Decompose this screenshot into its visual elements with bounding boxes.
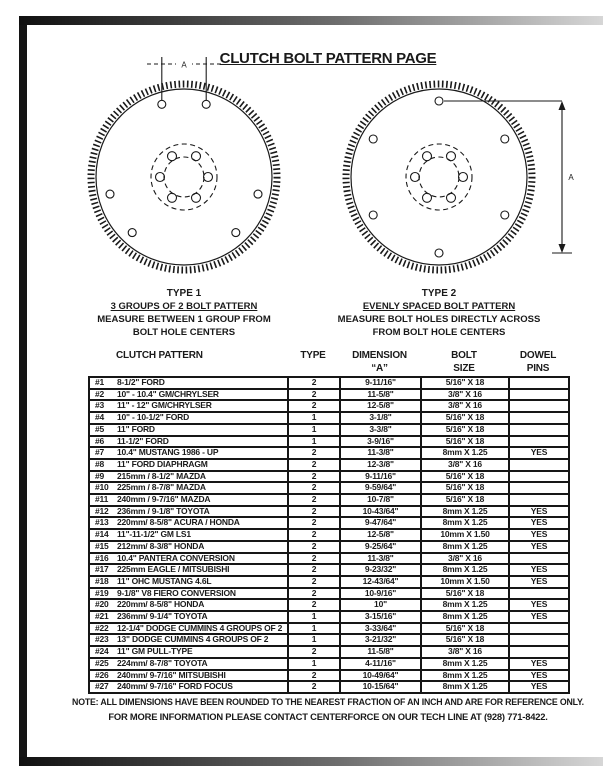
cell-bolt-size: 8mm X 1.25 [421,599,509,611]
cell-dowel-pins [509,389,569,401]
cell-clutch-pattern [89,670,288,682]
cell-bolt-size: 8mm X 1.25 [421,506,509,518]
cell-dowel-pins [509,634,569,646]
pattern-name: 9-1/8" V8 FIERO CONVERSION [117,587,236,598]
cell-dowel-pins [509,553,569,565]
cell-bolt-size: 8mm X 1.25 [421,611,509,623]
pattern-name: 10" - 10.4" GM/CHRYLSER [117,388,219,399]
row-number: #6 [95,435,105,446]
cell-clutch-pattern [89,611,288,623]
table-row [89,482,569,494]
table-row [89,494,569,506]
cell-type: 2 [288,377,340,389]
table-row [89,447,569,459]
cell-dowel-pins: YES [509,670,569,682]
cell-dowel-pins: YES [509,447,569,459]
row-number: #11 [95,494,109,505]
center-bore [164,157,204,197]
type2-dim-a-label: A [568,173,574,182]
hub-bolt-holes [411,152,468,203]
cell-dowel-pins: YES [509,576,569,588]
page-title: CLUTCH BOLT PATTERN PAGE [219,50,437,67]
cell-type: 1 [288,611,340,623]
row-number: #18 [95,575,109,586]
cell-type: 2 [288,506,340,518]
row-number: #25 [95,657,109,668]
cell-dimension-a: 12-43/64" [340,576,421,588]
table-row [89,412,569,424]
table-row [89,424,569,436]
cell-dowel-pins: YES [509,599,569,611]
cell-type: 1 [288,658,340,670]
pattern-name: 224mm/ 8-7/8" TOYOTA [117,657,208,668]
cell-type: 2 [288,599,340,611]
type1-measure-line-1: MEASURE BETWEEN 1 GROUP FROM [97,314,271,325]
cell-dowel-pins: YES [509,529,569,541]
cell-bolt-size: 10mm X 1.50 [421,576,509,588]
cell-bolt-size: 10mm X 1.50 [421,529,509,541]
pattern-name: 225mm / 8-7/8" MAZDA [117,482,206,493]
cell-clutch-pattern [89,471,288,483]
cell-dimension-a: 12-5/8" [340,529,421,541]
cell-clutch-pattern [89,588,288,600]
table-row [89,646,569,658]
cell-type: 2 [288,447,340,459]
hub-circle [151,144,217,210]
pattern-name: 11" GM PULL-TYPE [117,646,193,657]
row-number: #16 [95,552,109,563]
hub-bolt-holes [156,152,213,203]
type1-measure-line-2: BOLT HOLE CENTERS [132,327,236,338]
table-row [89,634,569,646]
cell-dowel-pins [509,412,569,424]
pattern-name: 8-1/2" FORD [117,377,165,387]
cell-clutch-pattern [89,494,288,506]
gear-teeth-ring [91,84,277,270]
cell-dowel-pins [509,436,569,448]
clutch-bolt-holes-3-groups [106,100,262,236]
row-number: #14 [95,529,109,540]
cell-clutch-pattern [89,459,288,471]
table-row [89,377,569,389]
cell-clutch-pattern [89,377,288,389]
pattern-name: 236mm / 9-1/8" TOYOTA [117,505,210,516]
cell-clutch-pattern [89,517,288,529]
cell-dowel-pins [509,494,569,506]
cell-bolt-size: 8mm X 1.25 [421,670,509,682]
pattern-name: 10.4" MUSTANG 1986 - UP [117,447,219,458]
cell-dimension-a: 11-3/8" [340,447,421,459]
cell-type: 1 [288,424,340,436]
cell-dowel-pins: YES [509,517,569,529]
cell-bolt-size: 8mm X 1.25 [421,517,509,529]
table-header [88,349,568,375]
cell-clutch-pattern [89,634,288,646]
cell-dowel-pins [509,400,569,412]
cell-bolt-size: 3/8" X 16 [421,389,509,401]
row-number: #26 [95,669,109,680]
cell-dimension-a: 9-59/64" [340,482,421,494]
cell-bolt-size: 5/16" X 18 [421,494,509,506]
pattern-table-body [89,377,569,693]
cell-bolt-size: 8mm X 1.25 [421,541,509,553]
type1-dim-a-label: A [181,60,187,70]
cell-bolt-size: 5/16" X 18 [421,482,509,494]
row-number: #22 [95,622,109,633]
cell-dowel-pins: YES [509,681,569,693]
cell-dowel-pins: YES [509,506,569,518]
header-bolt-size: BOLT SIZE [451,350,477,374]
center-bore [419,157,459,197]
cell-type: 2 [288,541,340,553]
type2-measure-line-1: MEASURE BOLT HOLES DIRECTLY ACROSS [337,314,541,325]
cell-dowel-pins [509,482,569,494]
cell-bolt-size: 5/16" X 18 [421,471,509,483]
cell-dimension-a: 10-15/64" [340,681,421,693]
cell-dowel-pins: YES [509,611,569,623]
cell-bolt-size: 3/8" X 16 [421,459,509,471]
cell-type: 2 [288,564,340,576]
pattern-name: 212mm/ 8-3/8" HONDA [117,540,205,551]
header-dimension-a: DIMENSION “A” [352,350,407,374]
pattern-name: 11" FORD DIAPHRAGM [117,458,208,469]
type1-title: TYPE 1 [166,288,202,299]
cell-dimension-a: 11-5/8" [340,646,421,658]
type1-dimension [147,57,221,100]
cell-bolt-size: 5/16" X 18 [421,377,509,389]
pattern-name: 220mm/ 8-5/8" ACURA / HONDA [117,517,240,528]
note-line-1: NOTE: ALL DIMENSIONS HAVE BEEN ROUNDED TO THE NEAREST FRACTION OF AN INCH AND ARE FOR REFERENCE ONLY. [72,697,584,707]
flywheel-type1-drawing [91,84,277,270]
cell-dimension-a: 9-11/16" [340,471,421,483]
cell-dimension-a: 12-5/8" [340,400,421,412]
table-row [89,670,569,682]
flywheel-face [96,89,272,265]
cell-bolt-size: 3/8" X 16 [421,400,509,412]
cell-clutch-pattern [89,436,288,448]
flywheel-face [351,89,527,265]
cell-dimension-a: 9-11/16" [340,377,421,389]
cell-bolt-size: 5/16" X 18 [421,424,509,436]
header-type: TYPE [300,350,326,361]
table-row [89,506,569,518]
cell-bolt-size: 8mm X 1.25 [421,564,509,576]
table-row [89,623,569,635]
cell-type: 2 [288,670,340,682]
table-row [89,529,569,541]
pattern-name: 10.4" PANTERA CONVERSION [117,552,235,563]
table-row [89,588,569,600]
table-row [89,553,569,565]
cell-clutch-pattern [89,553,288,565]
table-row [89,599,569,611]
cell-bolt-size: 5/16" X 18 [421,634,509,646]
row-number: #5 [95,423,105,434]
row-number: #4 [95,412,105,423]
cell-type: 1 [288,436,340,448]
cell-dimension-a: 9-25/64" [340,541,421,553]
cell-dimension-a: 9-47/64" [340,517,421,529]
gear-teeth-ring [346,84,532,270]
row-number: #8 [95,458,105,469]
cell-clutch-pattern [89,529,288,541]
pattern-name: 240mm/ 9-7/16" FORD FOCUS [117,681,233,692]
cell-dimension-a: 3-33/64" [340,623,421,635]
cell-bolt-size: 8mm X 1.25 [421,681,509,693]
page-border-bottom [19,757,603,766]
cell-dowel-pins [509,588,569,600]
cell-clutch-pattern [89,400,288,412]
row-number: #3 [95,400,105,411]
cell-bolt-size: 5/16" X 18 [421,623,509,635]
pattern-name: 225mm EAGLE / MITSUBISHI [117,564,230,575]
pattern-name: 13" DODGE CUMMINS 4 GROUPS OF 2 [117,634,269,645]
table-row [89,459,569,471]
cell-clutch-pattern [89,506,288,518]
cell-dimension-a: 10-49/64" [340,670,421,682]
cell-type: 2 [288,529,340,541]
cell-type: 2 [288,517,340,529]
hub-circle [406,144,472,210]
type2-measure-line-2: FROM BOLT HOLE CENTERS [372,327,506,338]
cell-bolt-size: 5/16" X 18 [421,588,509,600]
flywheel-type2-drawing [346,84,532,270]
cell-dimension-a: 3-9/16" [340,436,421,448]
cell-type: 2 [288,588,340,600]
note-line-2: FOR MORE INFORMATION PLEASE CONTACT CENTERFORCE ON OUR TECH LINE AT (928) 771-8422. [108,711,548,722]
cell-dowel-pins [509,424,569,436]
cell-clutch-pattern [89,599,288,611]
cell-dowel-pins [509,377,569,389]
cell-clutch-pattern [89,564,288,576]
cell-clutch-pattern [89,389,288,401]
row-number: #10 [95,482,109,493]
row-number: #1 [95,377,105,387]
row-number: #20 [95,599,109,610]
cell-type: 2 [288,681,340,693]
table-row [89,389,569,401]
pattern-name: 215mm / 8-1/2" MAZDA [117,470,206,481]
type2-pattern-line: EVENLY SPACED BOLT PATTERN [362,301,516,312]
cell-clutch-pattern [89,623,288,635]
cell-type: 2 [288,459,340,471]
table-row [89,564,569,576]
cell-clutch-pattern [89,424,288,436]
type2-caption [317,287,561,339]
type1-pattern-line: 3 GROUPS OF 2 BOLT PATTERN [110,301,258,312]
cell-type: 1 [288,412,340,424]
row-number: #2 [95,388,105,399]
pattern-name: 12-1/4" DODGE CUMMINS 4 GROUPS OF 2 [117,622,283,633]
pattern-name: 236mm/ 9-1/4" TOYOTA [117,611,208,622]
header-clutch-pattern: CLUTCH PATTERN [116,350,203,361]
table-row [89,611,569,623]
cell-dimension-a: 4-11/16" [340,658,421,670]
cell-clutch-pattern [89,681,288,693]
cell-type: 1 [288,634,340,646]
cell-bolt-size: 5/16" X 18 [421,436,509,448]
cell-type: 2 [288,400,340,412]
pattern-name: 11" OHC MUSTANG 4.6L [117,575,212,586]
pattern-name: 11" - 12" GM/CHRYLSER [117,400,212,411]
cell-type: 2 [288,494,340,506]
cell-clutch-pattern [89,646,288,658]
pattern-name: 240mm / 9-7/16" MAZDA [117,494,211,505]
pattern-name: 11-1/2" FORD [117,435,169,446]
row-number: #19 [95,587,109,598]
row-number: #24 [95,646,109,657]
table-row [89,541,569,553]
row-number: #9 [95,470,105,481]
cell-type: 2 [288,576,340,588]
cell-bolt-size: 3/8" X 16 [421,646,509,658]
pattern-name: 11"-11-1/2" GM LS1 [117,529,191,540]
cell-dowel-pins [509,471,569,483]
table-row [89,517,569,529]
cell-dowel-pins [509,646,569,658]
cell-bolt-size: 8mm X 1.25 [421,447,509,459]
cell-type: 2 [288,389,340,401]
cell-dowel-pins [509,459,569,471]
pattern-name: 11" FORD [117,423,155,434]
cell-dimension-a: 9-23/32" [340,564,421,576]
table-row [89,576,569,588]
row-number: #15 [95,540,109,551]
type1-caption [62,287,306,339]
row-number: #21 [95,611,109,622]
table-row [89,471,569,483]
cell-clutch-pattern [89,447,288,459]
row-number: #12 [95,505,109,516]
cell-bolt-size: 3/8" X 16 [421,553,509,565]
clutch-pattern-table [88,376,570,694]
cell-type: 2 [288,471,340,483]
cell-clutch-pattern [89,576,288,588]
cell-type: 1 [288,623,340,635]
cell-dowel-pins: YES [509,541,569,553]
cell-dowel-pins [509,623,569,635]
cell-clutch-pattern [89,658,288,670]
table-row [89,436,569,448]
cell-clutch-pattern [89,412,288,424]
cell-type: 2 [288,646,340,658]
cell-dimension-a: 3-21/32" [340,634,421,646]
table-row [89,400,569,412]
table-row [89,658,569,670]
header-dowel-pins: DOWEL PINS [519,350,557,374]
cell-dimension-a: 3-1/8" [340,412,421,424]
cell-dowel-pins: YES [509,658,569,670]
clutch-bolt-holes-evenly-spaced [369,97,509,257]
type2-title: TYPE 2 [421,288,457,299]
cell-bolt-size: 8mm X 1.25 [421,658,509,670]
cell-dimension-a: 11-5/8" [340,389,421,401]
pattern-name: 220mm/ 8-5/8" HONDA [117,599,205,610]
table-row [89,681,569,693]
pattern-name: 10" - 10-1/2" FORD [117,412,190,423]
row-number: #13 [95,517,109,528]
cell-dimension-a: 12-3/8" [340,459,421,471]
cell-dimension-a: 10" [340,599,421,611]
cell-clutch-pattern [89,482,288,494]
cell-dimension-a: 10-43/64" [340,506,421,518]
cell-dimension-a: 11-3/8" [340,553,421,565]
cell-type: 2 [288,482,340,494]
cell-dowel-pins: YES [509,564,569,576]
cell-dimension-a: 3-15/16" [340,611,421,623]
cell-dimension-a: 3-3/8" [340,424,421,436]
row-number: #27 [95,681,109,692]
cell-dimension-a: 10-7/8" [340,494,421,506]
cell-dimension-a: 10-9/16" [340,588,421,600]
row-number: #23 [95,634,109,645]
cell-bolt-size: 5/16" X 18 [421,412,509,424]
cell-type: 2 [288,553,340,565]
row-number: #17 [95,564,109,575]
pattern-name: 240mm/ 9-7/16" MITSUBISHI [117,669,226,680]
cell-clutch-pattern [89,541,288,553]
row-number: #7 [95,447,105,458]
